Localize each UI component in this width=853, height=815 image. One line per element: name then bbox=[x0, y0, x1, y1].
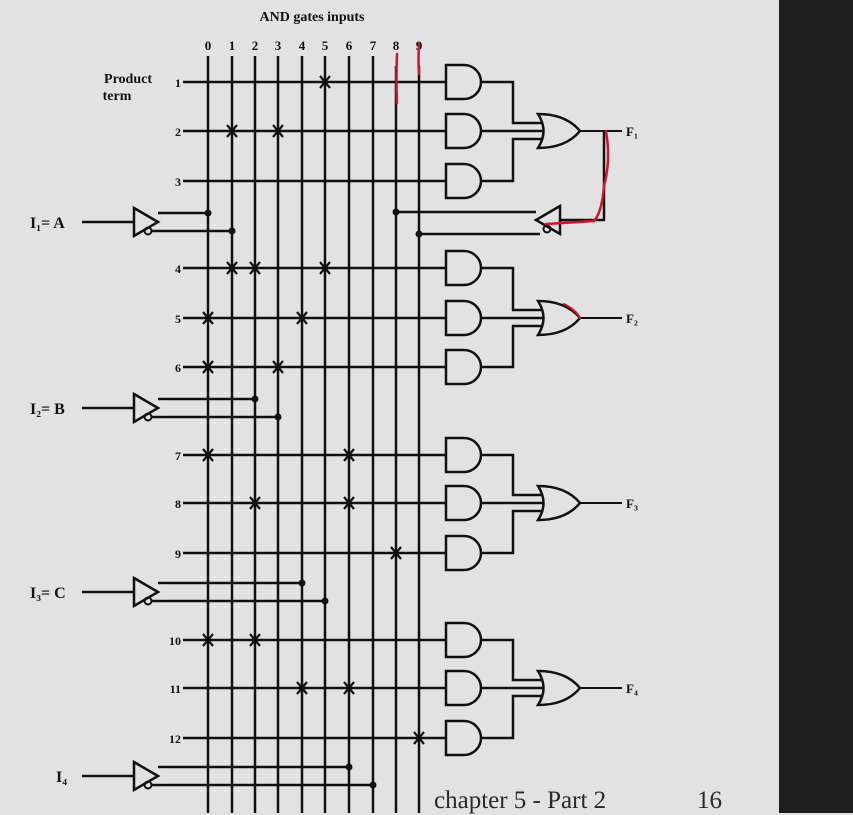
output-label-3: F₃ bbox=[626, 496, 638, 511]
junction-dot-4-complement bbox=[370, 782, 377, 789]
or-gate-2 bbox=[538, 301, 580, 335]
product-term-label-7: 7 bbox=[175, 449, 181, 463]
product-term-label-5: 5 bbox=[175, 312, 181, 326]
product-term-label-2: 2 bbox=[175, 125, 181, 139]
footer-chapter: chapter 5 - Part 2 bbox=[434, 787, 607, 814]
gates-layer bbox=[446, 65, 622, 755]
input-label-2: I₂= B bbox=[30, 401, 65, 418]
or-input-wire-3-a bbox=[481, 455, 542, 495]
feedback-wire bbox=[560, 131, 604, 220]
input-column-label-6: 6 bbox=[345, 38, 353, 53]
and-gate-12 bbox=[446, 721, 481, 755]
or-input-wire-1-a bbox=[481, 82, 542, 123]
or-input-wire-3-c bbox=[481, 511, 542, 553]
and-gate-9 bbox=[446, 536, 481, 570]
diagram-title: AND gates inputs bbox=[259, 10, 365, 25]
and-gate-6 bbox=[446, 350, 481, 384]
or-input-wire-4-a bbox=[481, 640, 542, 680]
product-term-label-9: 9 bbox=[175, 547, 181, 561]
feedback-junction-dot-8 bbox=[393, 209, 400, 216]
output-label-4: F₄ bbox=[626, 681, 638, 696]
junction-dot-4-true bbox=[346, 764, 353, 771]
product-term-label-11: 11 bbox=[169, 682, 181, 696]
or-input-wire-2-a bbox=[481, 268, 542, 310]
input-column-label-7: 7 bbox=[369, 38, 377, 53]
and-gate-10 bbox=[446, 623, 481, 657]
feedback-junction-dot-9 bbox=[416, 231, 423, 238]
connection-marks bbox=[203, 76, 424, 744]
input-column-label-1: 1 bbox=[228, 38, 236, 53]
and-gate-7 bbox=[446, 438, 481, 472]
junction-dot-2-true bbox=[252, 396, 259, 403]
input-column-label-2: 2 bbox=[251, 38, 259, 53]
product-term-label-1: 1 bbox=[175, 76, 181, 90]
and-gate-8 bbox=[446, 486, 481, 520]
product-term-label-8: 8 bbox=[175, 497, 181, 511]
product-term-label-10: 10 bbox=[169, 634, 181, 648]
or-input-wire-1-c bbox=[481, 139, 542, 181]
input-column-label-8: 8 bbox=[392, 38, 400, 53]
and-gate-4 bbox=[446, 251, 481, 285]
or-gate-4 bbox=[538, 671, 580, 705]
input-column-label-4: 4 bbox=[298, 38, 306, 53]
output-label-1: F₁ bbox=[626, 124, 638, 139]
red-mark-column-9 bbox=[419, 44, 420, 74]
and-gate-11 bbox=[446, 671, 481, 705]
product-term-label-12: 12 bbox=[169, 732, 181, 746]
product-term-caption-line2: term bbox=[102, 89, 132, 104]
input-column-label-0: 0 bbox=[204, 38, 212, 53]
product-term-label-4: 4 bbox=[175, 262, 181, 276]
output-label-2: F₂ bbox=[626, 311, 638, 326]
input-column-label-9: 9 bbox=[415, 38, 423, 53]
feedback-buffer bbox=[536, 206, 560, 234]
product-term-label-6: 6 bbox=[175, 361, 181, 375]
and-gate-5 bbox=[446, 301, 481, 335]
junction-dot-1-complement bbox=[229, 228, 236, 235]
input-lines bbox=[208, 56, 419, 813]
and-gate-2 bbox=[446, 114, 481, 148]
input-label-4: I₄ bbox=[56, 769, 68, 786]
junction-dot-2-complement bbox=[275, 414, 282, 421]
product-term-lines bbox=[183, 82, 446, 738]
junction-dot-3-complement bbox=[322, 598, 329, 605]
product-term-caption-line1: Product bbox=[104, 72, 152, 87]
or-input-wire-2-c bbox=[481, 326, 542, 367]
input-label-3: I₃= C bbox=[30, 585, 66, 602]
red-mark-column-8 bbox=[397, 54, 398, 103]
dark-side-panel bbox=[779, 0, 853, 813]
or-gate-1 bbox=[538, 114, 580, 148]
and-gate-3 bbox=[446, 164, 481, 198]
product-term-label-3: 3 bbox=[175, 175, 181, 189]
input-buffers bbox=[82, 131, 604, 790]
junction-dot-3-true bbox=[299, 580, 306, 587]
input-column-label-3: 3 bbox=[274, 38, 282, 53]
and-gate-1 bbox=[446, 65, 481, 99]
input-column-label-5: 5 bbox=[321, 38, 329, 53]
or-input-wire-4-c bbox=[481, 696, 542, 738]
or-gate-3 bbox=[538, 486, 580, 520]
labels-layer bbox=[30, 10, 638, 786]
input-label-1: I₁= A bbox=[30, 215, 65, 232]
footer-page-number: 16 bbox=[697, 787, 722, 814]
junction-dot-1-true bbox=[205, 210, 212, 217]
